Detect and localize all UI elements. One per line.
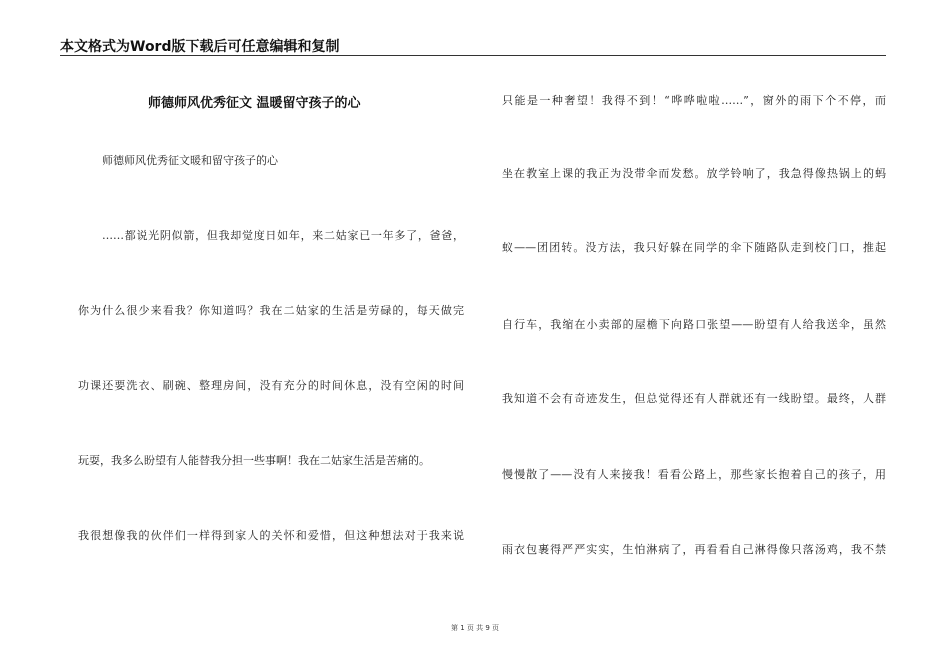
body-line-left: 师德师风优秀征文暖和留守孩子的心 <box>102 154 278 167</box>
page-number: 第 1 页 共 9 页 <box>450 624 500 632</box>
body-line-left: 我很想像我的伙伴们一样得到家人的关怀和爱惜，但这种想法对于我来说 <box>78 529 464 542</box>
body-line-right: 只能是一种奢望！我得不到！“哗哗啦啦……”，窗外的雨下个不停，而 <box>502 94 886 107</box>
body-line-left: 玩耍，我多么盼望有人能替我分担一些事啊！我在二姑家生活是苦痛的。 <box>78 454 430 467</box>
document-title: 师德师风优秀征文 温暖留守孩子的心 <box>148 96 361 111</box>
document-header-banner: 本文格式为Word版下载后可任意编辑和复制 <box>60 39 340 55</box>
body-line-right: 蚁——团团转。没方法，我只好躲在同学的伞下随路队走到校门口，推起 <box>502 241 886 254</box>
body-line-left: 你为什么很少来看我？你知道吗？我在二姑家的生活是劳碌的，每天做完 <box>78 304 464 317</box>
body-line-left: 功课还要洗衣、刷碗、整理房间，没有充分的时间休息，没有空闲的时间 <box>78 379 464 392</box>
body-line-right: 我知道不会有奇迹发生，但总觉得还有人群就还有一线盼望。最终，人群 <box>502 392 886 405</box>
body-line-right: 自行车，我缩在小卖部的屋檐下向路口张望——盼望有人给我送伞，虽然 <box>502 318 886 331</box>
body-line-right: 坐在教室上课的我正为没带伞而发愁。放学铃响了，我急得像热锅上的蚂 <box>502 167 886 180</box>
header-divider <box>60 55 886 56</box>
body-line-right: 雨衣包裹得严严实实，生怕淋病了，再看看自己淋得像只落汤鸡，我不禁 <box>502 543 886 556</box>
body-line-left: ……都说光阴似箭，但我却觉度日如年，来二姑家已一年多了，爸爸， <box>102 229 464 242</box>
body-line-right: 慢慢散了——没有人来接我！看看公路上，那些家长抱着自己的孩子，用 <box>502 468 886 481</box>
